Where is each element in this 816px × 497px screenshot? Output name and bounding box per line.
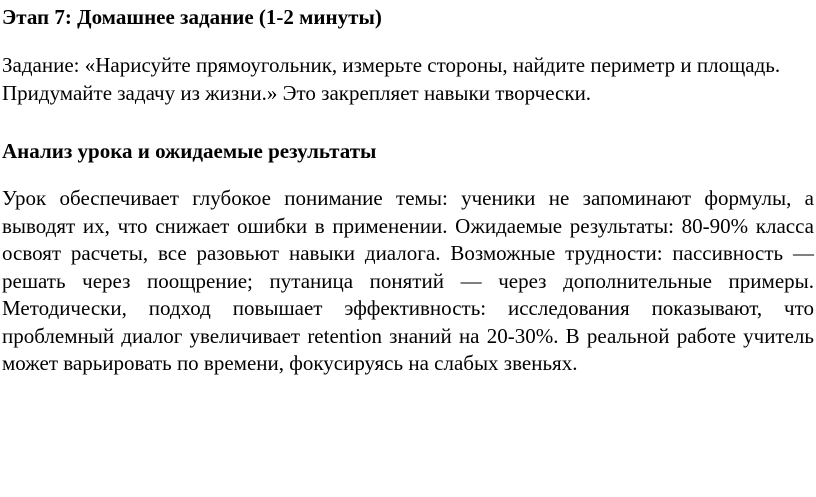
analysis-paragraph: Урок обеспечивает глубокое понимание темы: ученики не запоминают формулы, а выводят их, что снижает ошибки в применении. Ожидаемые результаты: 80-90% класса освоят расчеты, все разовьют навыки диалога. Возможные трудности: пассивность — решать через поощрение; путаница понятий — через дополнительные примеры. Методически, подход повышает эффективность: исследования показывают, что проблемный диалог увеличивает retention знаний на 20-30%. В реальной работе учитель может варьировать по времени, фокусируясь на слабых звеньях. (2, 186, 814, 375)
analysis-heading: Анализ урока и ожидаемые результаты (2, 139, 377, 163)
task-paragraph: Задание: «Нарисуйте прямоугольник, измерьте стороны, найдите периметр и площадь. Придумайте задачу из жизни.» Это закрепляет навыки творчески. (2, 53, 781, 105)
stage-heading: Этап 7: Домашнее задание (1-2 минуты) (2, 5, 382, 29)
